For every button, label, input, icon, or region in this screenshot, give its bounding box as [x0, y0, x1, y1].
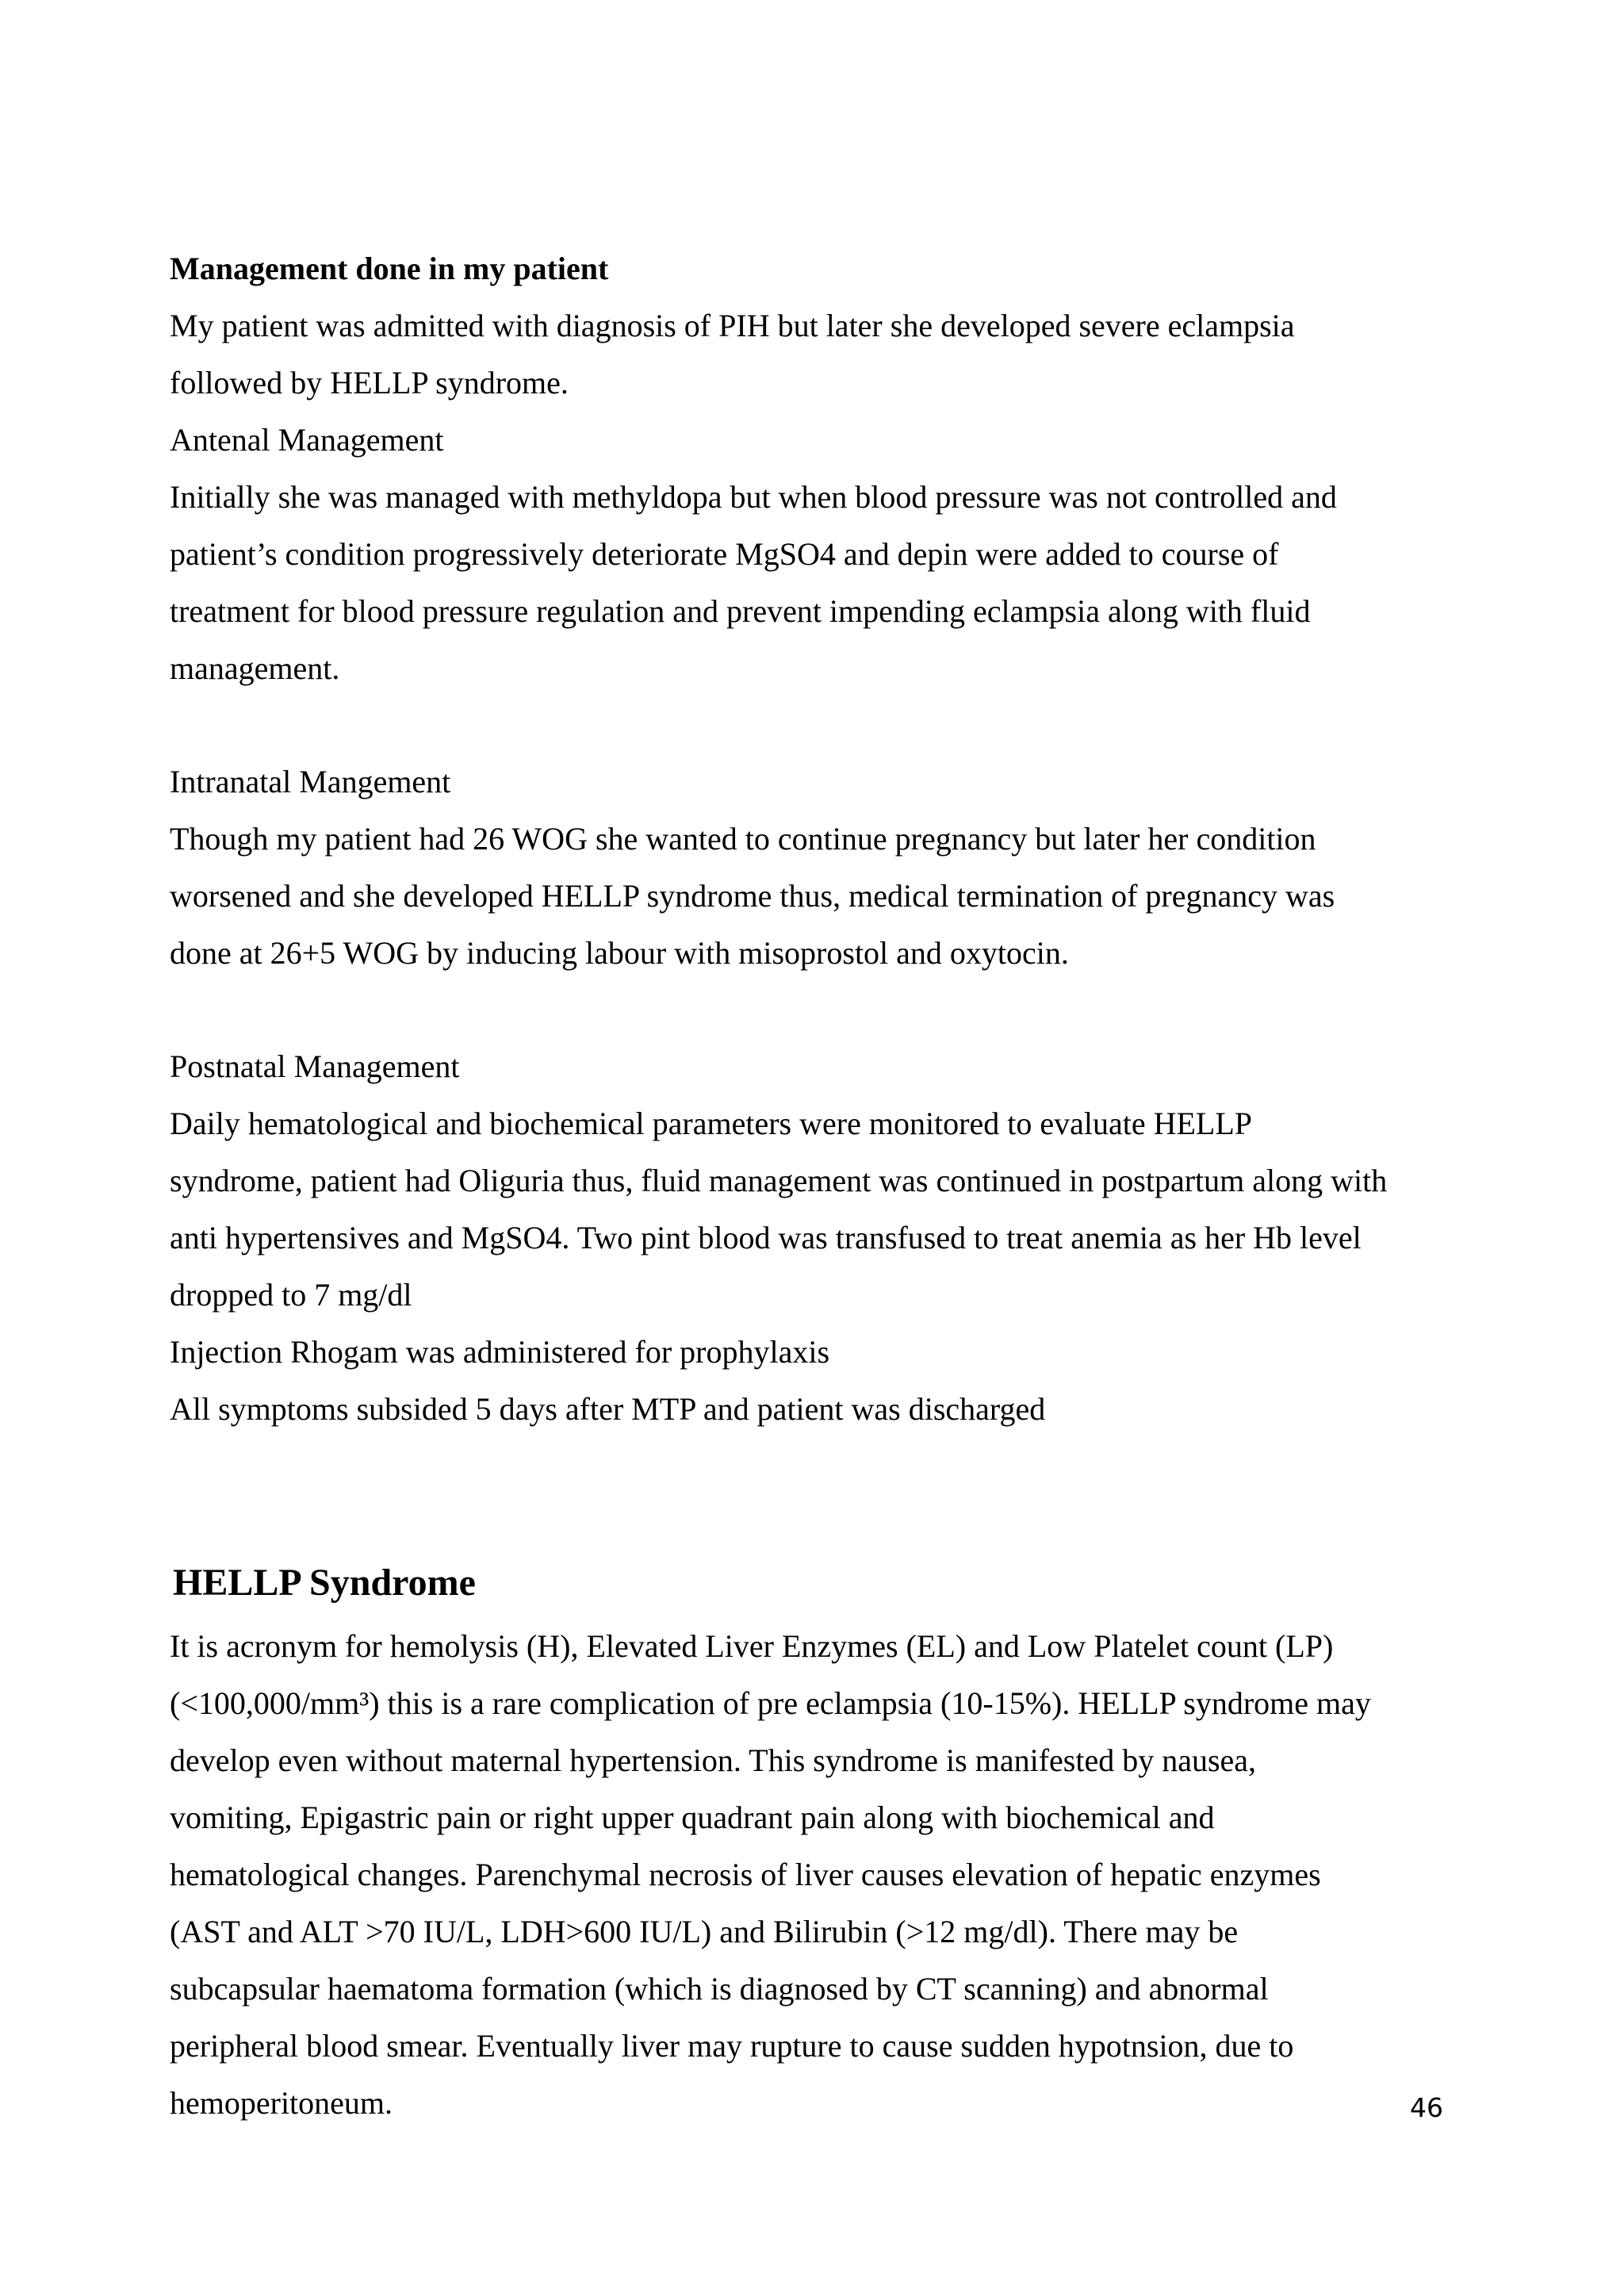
hellp-line-7: subcapsular haematoma formation (which is diagnosed by CT scanning) and abnormal	[170, 1971, 1269, 2007]
postnatal-line-4: dropped to 7 mg/dl	[170, 1277, 412, 1313]
hellp-line-1: It is acronym for hemolysis (H), Elevated Liver Enzymes (EL) and Low Platelet count (LP)	[170, 1628, 1334, 1664]
hellp-line-4: vomiting, Epigastric pain or right upper quadrant pain along with biochemical and	[170, 1800, 1215, 1835]
page-number: 46	[1410, 2092, 1443, 2123]
antenatal-line-3: treatment for blood pressure regulation and prevent impending eclampsia along with fluid	[170, 593, 1311, 629]
hellp-line-8: peripheral blood smear. Eventually liver may rupture to cause sudden hypotnsion, due to	[170, 2028, 1294, 2064]
intranatal-line-2: worsened and she developed HELLP syndrome thus, medical termination of pregnancy was	[170, 878, 1335, 914]
section-heading-hellp: HELLP Syndrome	[173, 1562, 476, 1604]
hellp-line-3: develop even without maternal hypertension. This syndrome is manifested by nausea,	[170, 1742, 1257, 1778]
intranatal-line-1: Though my patient had 26 WOG she wanted to continue pregnancy but later her condition	[170, 821, 1316, 857]
hellp-line-2: (<100,000/mm³) this is a rare complication of pre eclampsia (10-15%). HELLP syndrome may	[170, 1685, 1371, 1721]
subheading-antenatal: Antenal Management	[170, 422, 444, 458]
intro-line-2: followed by HELLP syndrome.	[170, 365, 569, 401]
hellp-line-6: (AST and ALT >70 IU/L, LDH>600 IU/L) and Bilirubin (>12 mg/dl). There may be	[170, 1914, 1239, 1949]
antenatal-line-4: management.	[170, 650, 340, 686]
intro-line-1: My patient was admitted with diagnosis of PIH but later she developed severe eclampsia	[170, 308, 1295, 343]
antenatal-line-1: Initially she was managed with methyldopa but when blood pressure was not controlled and	[170, 479, 1337, 515]
intranatal-line-3: done at 26+5 WOG by inducing labour with misoprostol and oxytocin.	[170, 935, 1069, 971]
hellp-line-9: hemoperitoneum.	[170, 2085, 393, 2121]
antenatal-line-2: patient’s condition progressively deteriorate MgSO4 and depin were added to course of	[170, 536, 1279, 572]
postnatal-line-6: All symptoms subsided 5 days after MTP and patient was discharged	[170, 1391, 1046, 1427]
postnatal-line-5: Injection Rhogam was administered for prophylaxis	[170, 1334, 830, 1370]
subheading-postnatal: Postnatal Management	[170, 1048, 460, 1084]
hellp-line-5: hematological changes. Parenchymal necrosis of liver causes elevation of hepatic enzymes	[170, 1857, 1321, 1892]
subheading-intranatal: Intranatal Mangement	[170, 764, 451, 799]
section-heading-management: Management done in my patient	[170, 251, 609, 286]
postnatal-line-3: anti hypertensives and MgSO4. Two pint blood was transfused to treat anemia as her Hb level	[170, 1220, 1362, 1255]
postnatal-line-2: syndrome, patient had Oliguria thus, fluid management was continued in postpartum along with	[170, 1163, 1388, 1198]
postnatal-line-1: Daily hematological and biochemical parameters were monitored to evaluate HELLP	[170, 1106, 1253, 1141]
